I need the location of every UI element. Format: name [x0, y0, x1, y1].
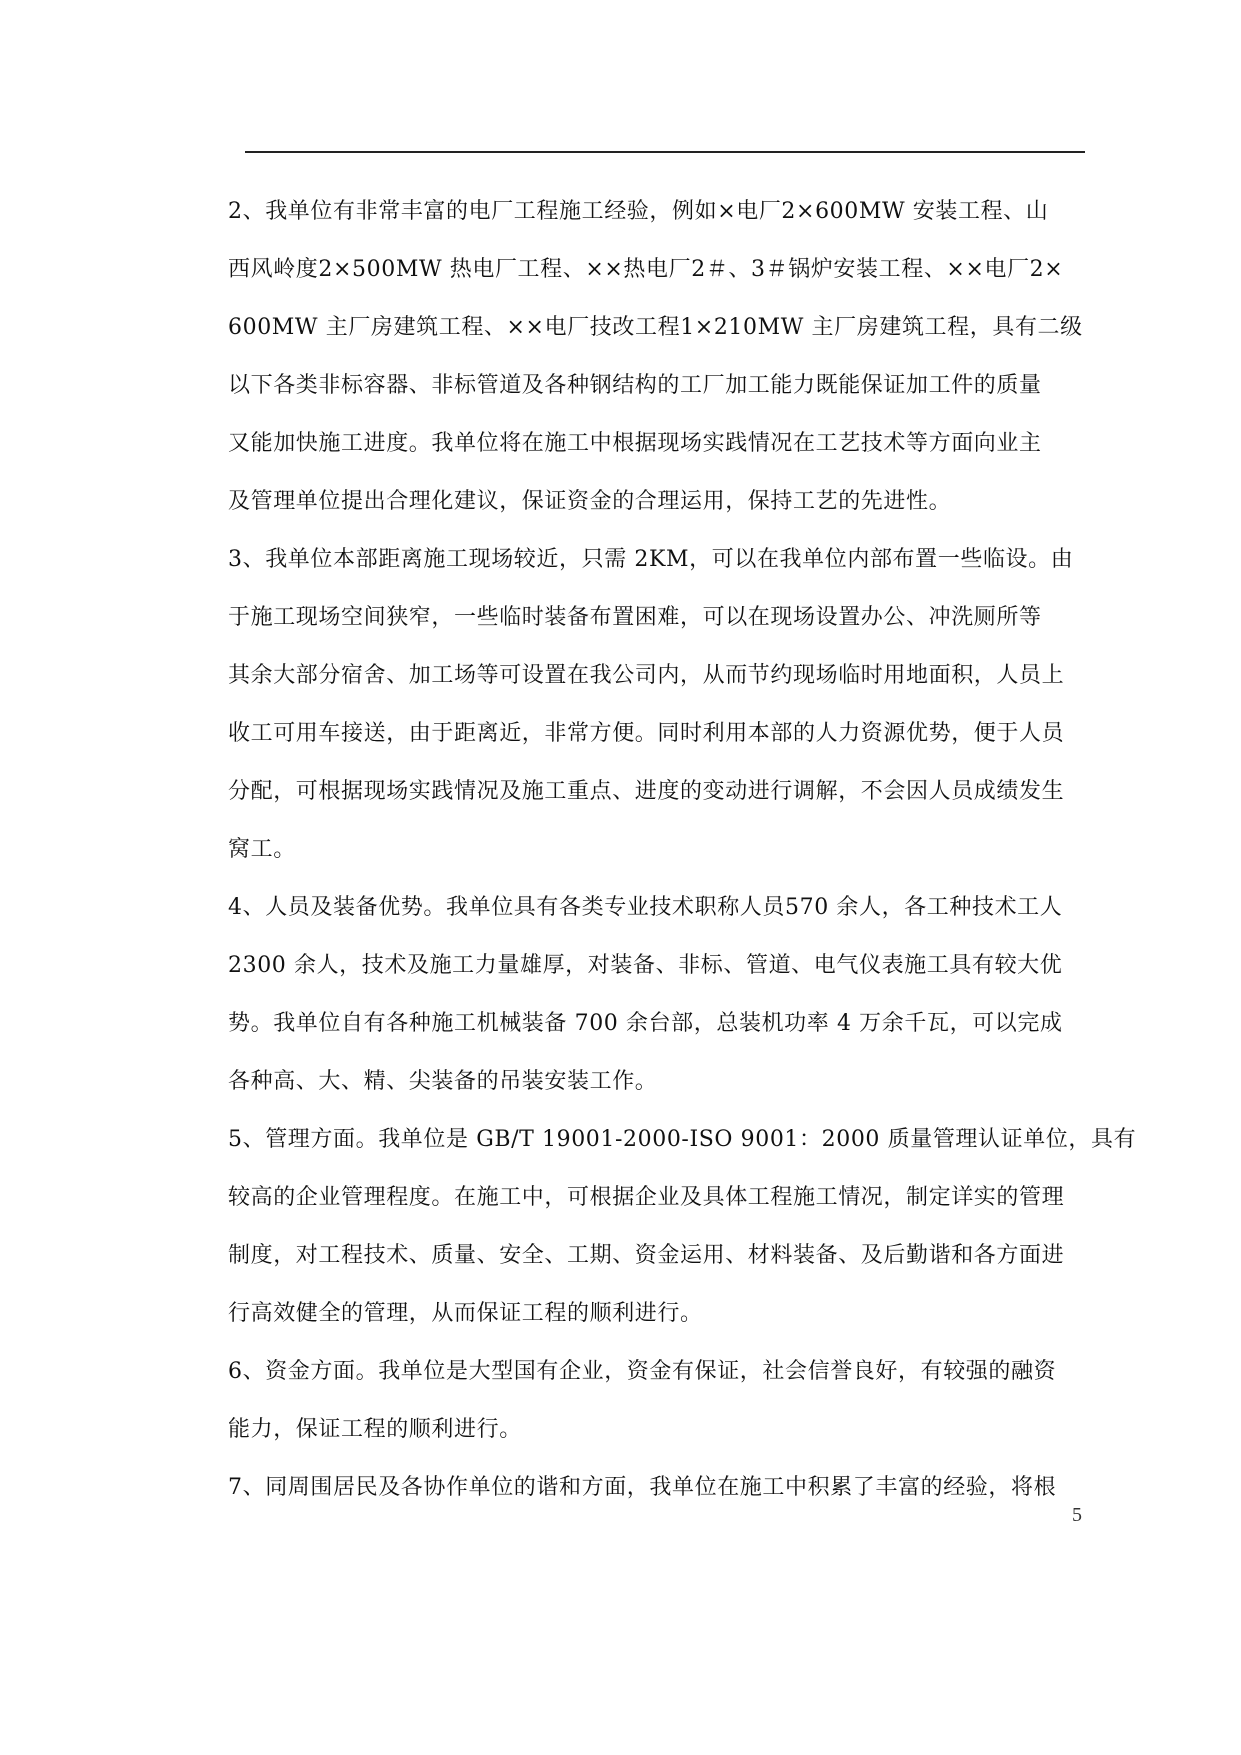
text-line: 4、人员及装备优势。我单位具有各类专业技术职称人员570 余人，各工种技术工人 — [228, 895, 1063, 920]
document-body — [228, 188, 1142, 1522]
text-line: 其余大部分宿舍、加工场等可设置在我公司内，从而节约现场临时用地面积，人员上 — [228, 663, 1065, 688]
text-line: 窝工。 — [228, 837, 296, 862]
text-line: 较高的企业管理程度。在施工中，可根据企业及具体工程施工情况，制定详实的管理 — [228, 1185, 1065, 1210]
text-line: 又能加快施工进度。我单位将在施工中根据现场实践情况在工艺技术等方面向业主 — [228, 431, 1042, 456]
text-line: 600MW 主厂房建筑工程、××电厂技改工程1×210MW 主厂房建筑工程，具有二级 — [228, 315, 1083, 340]
text-line: 6、资金方面。我单位是大型国有企业，资金有保证，社会信誉良好，有较强的融资 — [228, 1359, 1057, 1384]
text-line: 2、我单位有非常丰富的电厂工程施工经验，例如×电厂2×600MW 安装工程、山 — [228, 199, 1049, 224]
text-line: 5、管理方面。我单位是 GB/T 19001-2000-ISO 9001：2000 质量管理认证单位，具有 — [228, 1127, 1137, 1152]
text-line: 各种高、大、精、尖装备的吊装安装工作。 — [228, 1069, 658, 1094]
text-line: 势。我单位自有各种施工机械装备 700 余台部，总装机功率 4 万余千瓦，可以完成 — [228, 1011, 1063, 1036]
text-line: 制度，对工程技术、质量、安全、工期、资金运用、材料装备、及后勤谐和各方面进 — [228, 1243, 1065, 1268]
header-rule — [245, 151, 1085, 153]
text-line: 分配，可根据现场实践情况及施工重点、进度的变动进行调解，不会因人员成绩发生 — [228, 779, 1065, 804]
text-line: 于施工现场空间狭窄，一些临时装备布置困难，可以在现场设置办公、冲洗厕所等 — [228, 605, 1042, 630]
text-line: 以下各类非标容器、非标管道及各种钢结构的工厂加工能力既能保证加工件的质量 — [228, 373, 1042, 398]
text-line: 7、同周围居民及各协作单位的谐和方面，我单位在施工中积累了丰富的经验，将根 — [228, 1475, 1057, 1500]
text-line: 行高效健全的管理，从而保证工程的顺利进行。 — [228, 1301, 703, 1326]
text-line: 西风岭度2×500MW 热电厂工程、××热电厂2＃、3＃锅炉安装工程、××电厂2× — [228, 257, 1064, 282]
text-line: 2300 余人，技术及施工力量雄厚，对装备、非标、管道、电气仪表施工具有较大优 — [228, 953, 1063, 978]
text-line: 能力，保证工程的顺利进行。 — [228, 1417, 522, 1442]
page-number: 5 — [1072, 1504, 1082, 1526]
text-line: 收工可用车接送，由于距离近，非常方便。同时利用本部的人力资源优势，便于人员 — [228, 721, 1065, 746]
text-line: 3、我单位本部距离施工现场较近，只需 2KM，可以在我单位内部布置一些临设。由 — [228, 547, 1074, 572]
text-line: 及管理单位提出合理化建议，保证资金的合理运用，保持工艺的先进性。 — [228, 489, 952, 514]
